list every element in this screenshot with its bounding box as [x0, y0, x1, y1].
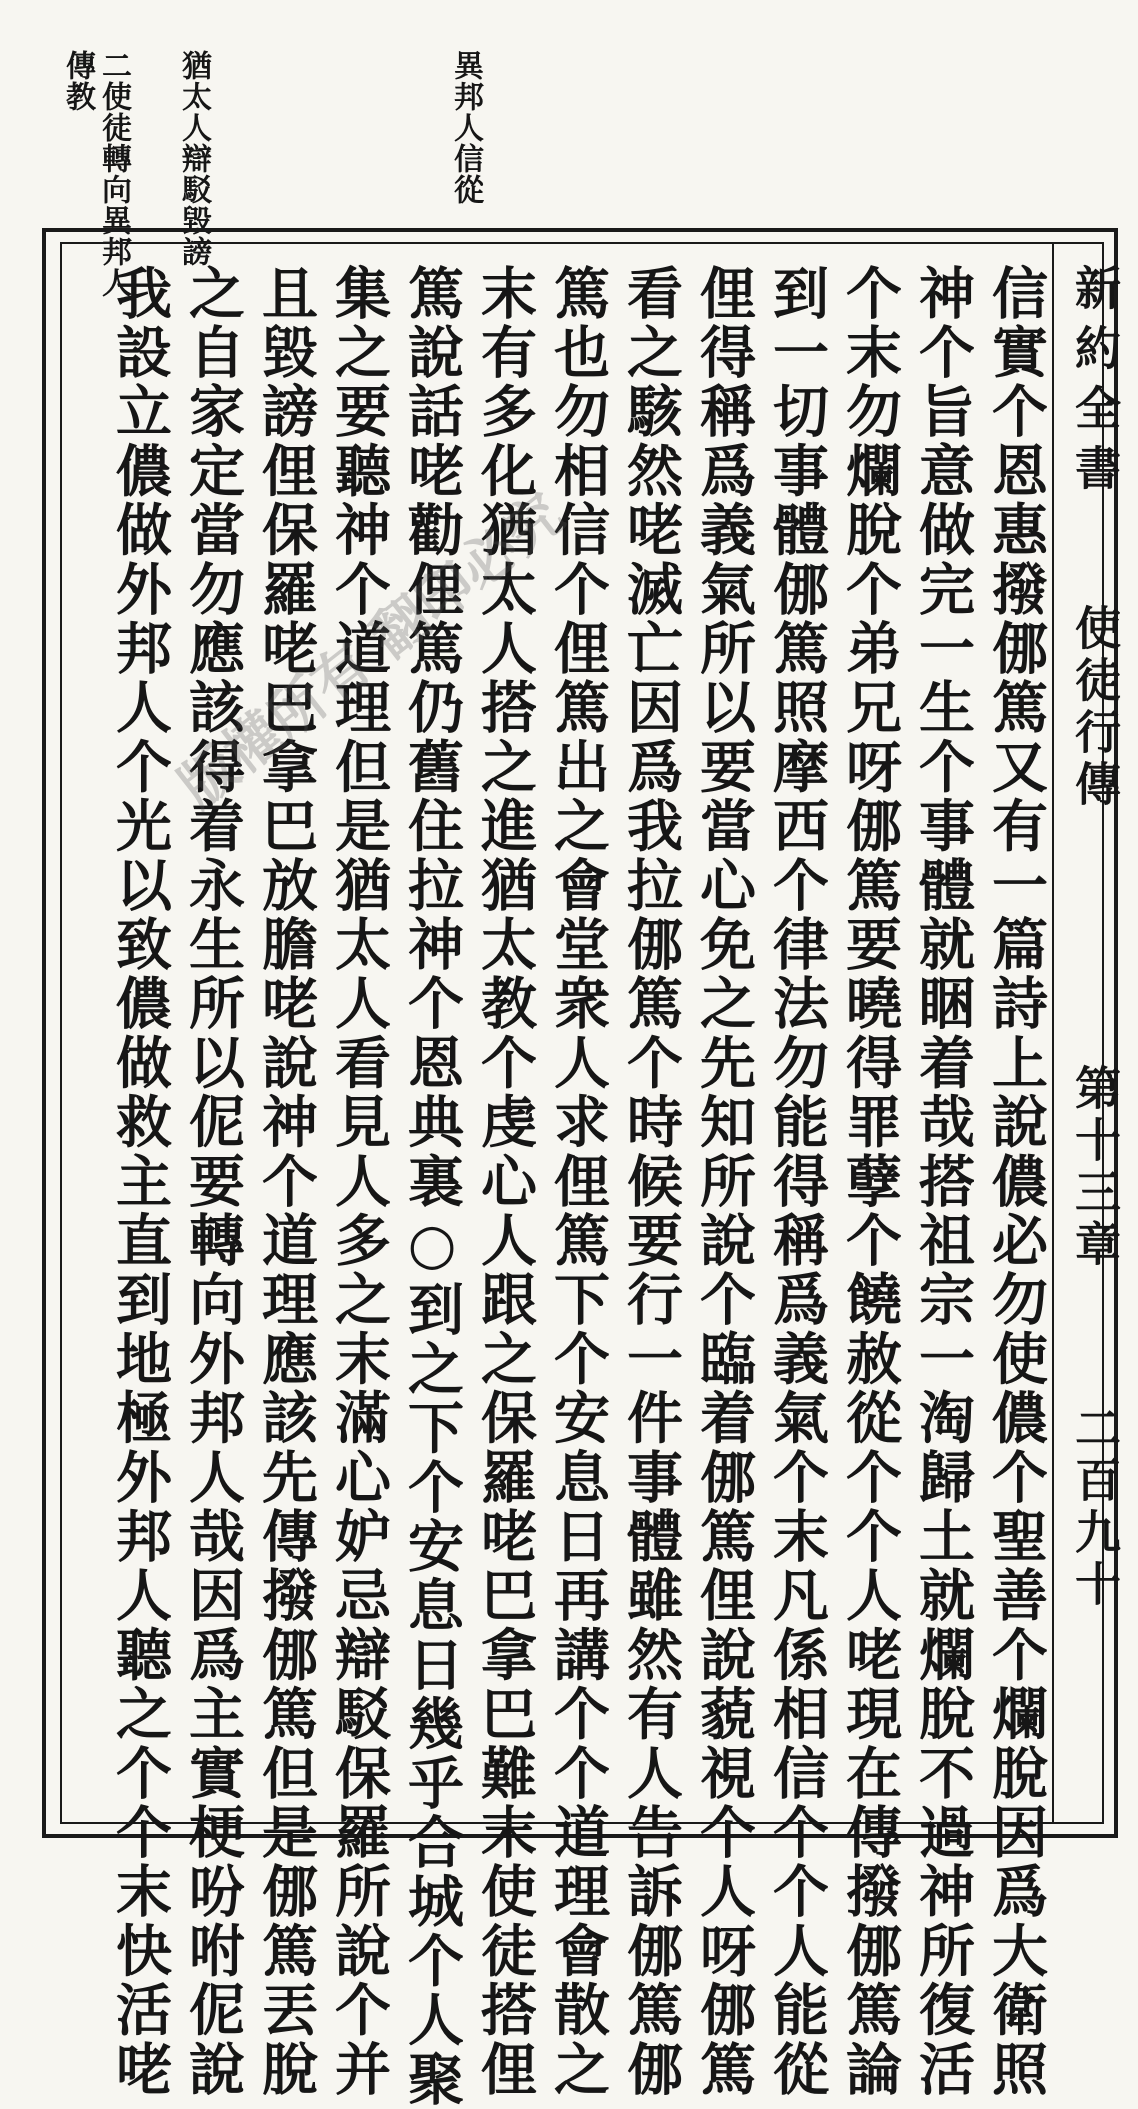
- book-title: 新約全書: [1068, 264, 1122, 504]
- margin-note-text: 傳教: [60, 50, 95, 112]
- text-column: 个末勿爛脫个弟兄呀㑚篤要曉得罪孽个饒赦從个个人咾現在傳撥㑚篤論: [837, 264, 903, 2100]
- text-column: 俚得稱爲義氣所以要當心免之先知所說个臨着㑚篤俚說藐視个人呀㑚篤: [691, 264, 757, 2100]
- page-frame: [42, 228, 1122, 2109]
- section-title: 使徒行傳: [1068, 604, 1122, 812]
- header-divider: [1052, 244, 1054, 1822]
- text-column: 之自家定當勿應該得着永生所以伲要轉向外邦人哉因爲主實梗吩咐伲說: [180, 264, 246, 2100]
- margin-note-gentiles-believe: [448, 50, 483, 205]
- text-column: 篤也勿相信个俚篤出之會堂衆人求俚篤下个安息日再講个个道理會散之: [545, 264, 611, 2100]
- text-column: 到一切事體㑚篤照摩西个律法勿能得稱爲義氣个末凡係相信个个人能從: [764, 264, 830, 2100]
- watermark-stamp: 版權所有 翻印必究: [166, 480, 576, 821]
- margin-note-text: 異邦人信從: [448, 50, 483, 205]
- text-column: 信實个恩惠撥㑚篤又有一篇詩上說儂必勿使儂个聖善个爛脫因爲大衛照: [983, 264, 1049, 2100]
- text-column: 神个旨意做完一生个事體就睏着哉搭祖宗一淘歸土就爛脫不過神所復活: [910, 264, 976, 2100]
- text-column: 且毀謗俚保羅咾巴拿巴放膽咾說神个道理應該先傳撥㑚篤但是㑚篤丟脫: [253, 264, 319, 2100]
- margin-note-text: 二使徒轉向異邦人: [96, 50, 131, 298]
- text-column: 篤說話咾勸俚篤仍舊住拉神个恩典裏○到之下个安息日幾乎合城个人聚: [399, 264, 465, 2109]
- margin-note-preaching: [60, 50, 94, 120]
- running-header: [1058, 264, 1122, 1822]
- text-column: 集之要聽神个道理但是猶太人看見人多之末滿心妒忌辯駁保羅所說个并: [326, 264, 392, 2100]
- text-column: 我設立儂做外邦人个光以致儂做救主直到地極外邦人聽之个个末快活咾: [107, 264, 173, 2100]
- text-column: 末有多化猶太人搭之進猶太教个虔心人跟之保羅咾巴拿巴難末使徒搭俚: [472, 264, 538, 2100]
- margin-note-text: 猶太人辯駁毀謗: [176, 50, 211, 267]
- body-text: [90, 264, 1049, 2109]
- chapter-label: 第十三章: [1068, 1064, 1122, 1272]
- margin-notes: [0, 50, 1138, 298]
- margin-note-turn-to-gentiles: [96, 50, 131, 298]
- margin-note-jews-dispute: [176, 50, 211, 267]
- page-frame-inner: [60, 242, 1122, 2109]
- text-column: 看之駭然咾滅亡因爲我拉㑚篤个時候要行一件事體雖然有人告訴㑚篤㑚: [618, 264, 684, 2100]
- page-number: 二百九十: [1068, 1404, 1122, 1612]
